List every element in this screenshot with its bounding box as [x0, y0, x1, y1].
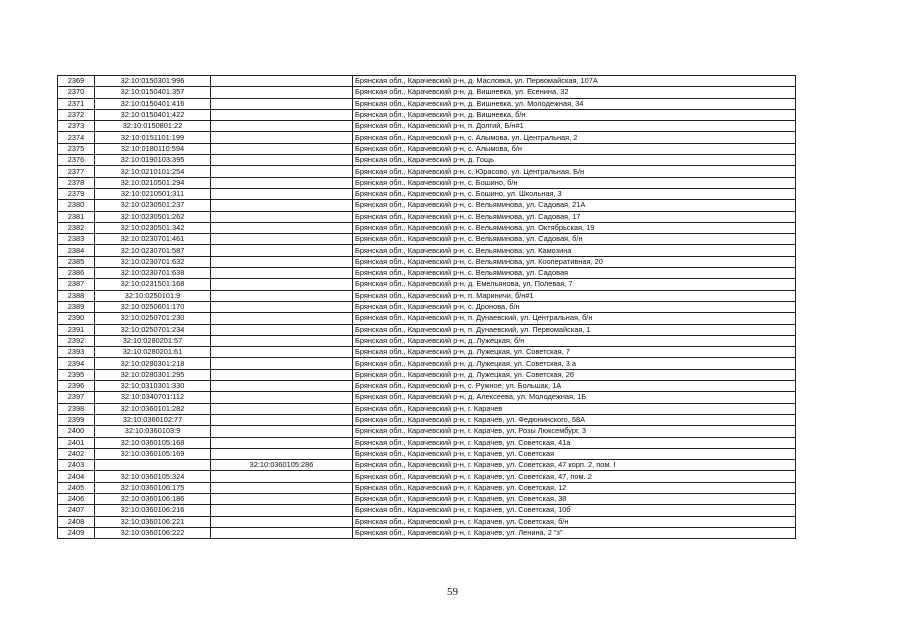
row-number-cell: 2401: [58, 437, 95, 448]
address-cell: Брянская обл., Карачевский р-н, с. Вельяминова, ул. Садовая, б/н: [353, 234, 796, 245]
cadastral-number-cell: 32:10:0151101:199: [95, 132, 211, 143]
cadastral-number-cell: 32:10:0210501:294: [95, 177, 211, 188]
table-row: [58, 245, 796, 256]
table-row: [58, 493, 796, 504]
address-cell: Брянская обл., Карачевский р-н, с. Вельяминова, ул. Октябрьская, 19: [353, 222, 796, 233]
row-number-cell: 2399: [58, 414, 95, 425]
table-row: [58, 256, 796, 267]
cadastral-number-cell: 32:10:0230701:587: [95, 245, 211, 256]
cadastral-number-cell: 32:10:0360105:168: [95, 437, 211, 448]
row-number-cell: 2397: [58, 392, 95, 403]
cadastral-number-cell: 32:10:0150401:422: [95, 109, 211, 120]
row-number-cell: 2405: [58, 482, 95, 493]
cadastral-number-cell: 32:10:0360106:221: [95, 516, 211, 527]
cadastral-number-alt-cell: [211, 414, 353, 425]
table-row: [58, 166, 796, 177]
cadastral-number-alt-cell: [211, 132, 353, 143]
table-row: [58, 437, 796, 448]
cadastral-number-alt-cell: [211, 87, 353, 98]
address-cell: Брянская обл., Карачевский р-н, д. Масловка, ул. Первомайская, 107А: [353, 76, 796, 87]
address-cell: Брянская обл., Карачевский р-н, с. Юрасово, ул. Центральная, Б/н: [353, 166, 796, 177]
table-row: [58, 403, 796, 414]
address-cell: Брянская обл., Карачевский р-н, г. Карачев, ул. Федюнинского, 58А: [353, 414, 796, 425]
table-row: [58, 234, 796, 245]
cadastral-number-cell: 32:10:0360103:9: [95, 426, 211, 437]
address-cell: Брянская обл., Карачевский р-н, с. Бошино, б/н: [353, 177, 796, 188]
row-number-cell: 2408: [58, 516, 95, 527]
row-number-cell: 2404: [58, 471, 95, 482]
cadastral-number-alt-cell: [211, 335, 353, 346]
table-row: [58, 98, 796, 109]
table-row: [58, 426, 796, 437]
cadastral-number-cell: 32:10:0280301:218: [95, 358, 211, 369]
cadastral-number-cell: 32:10:0230701:638: [95, 268, 211, 279]
cadastral-number-cell: 32:10:0360106:175: [95, 482, 211, 493]
cadastral-number-cell: 32:10:0280301:295: [95, 369, 211, 380]
cadastral-number-cell: 32:10:0150301:996: [95, 76, 211, 87]
table-row: [58, 516, 796, 527]
table-row: [58, 313, 796, 324]
cadastral-number-cell: 32:10:0231501:168: [95, 279, 211, 290]
cadastral-number-alt-cell: [211, 347, 353, 358]
row-number-cell: 2393: [58, 347, 95, 358]
cadastral-number-cell: 32:10:0360101:282: [95, 403, 211, 414]
table-row: [58, 268, 796, 279]
cadastral-number-alt-cell: [211, 177, 353, 188]
cadastral-number-alt-cell: [211, 527, 353, 538]
address-cell: Брянская обл., Карачевский р-н, г. Карачев: [353, 403, 796, 414]
address-cell: Брянская обл., Карачевский р-н, с. Вельяминова, ул. Кооперативная, 20: [353, 256, 796, 267]
cadastral-number-alt-cell: [211, 200, 353, 211]
table-row: [58, 460, 796, 471]
cadastral-number-cell: 32:10:0150801:22: [95, 121, 211, 132]
table-row: [58, 279, 796, 290]
row-number-cell: 2376: [58, 155, 95, 166]
table-row: [58, 76, 796, 87]
cadastral-number-cell: 32:10:0250601:170: [95, 301, 211, 312]
address-cell: Брянская обл., Карачевский р-н, с. Вельяминова, ул. Камозина: [353, 245, 796, 256]
cadastral-number-alt-cell: [211, 188, 353, 199]
address-cell: Брянская обл., Карачевский р-н, г. Карачев, ул. Советская, б/н: [353, 516, 796, 527]
cadastral-number-cell: 32:10:0250101:9: [95, 290, 211, 301]
cadastral-number-alt-cell: [211, 381, 353, 392]
cadastral-number-alt-cell: [211, 313, 353, 324]
cadastral-number-alt-cell: [211, 403, 353, 414]
row-number-cell: 2391: [58, 324, 95, 335]
address-cell: Брянская обл., Карачевский р-н, г. Карачев, ул. Советская, 47 корп. 2, пом. I: [353, 460, 796, 471]
row-number-cell: 2374: [58, 132, 95, 143]
cadastral-number-alt-cell: [211, 234, 353, 245]
table-row: [58, 369, 796, 380]
address-cell: Брянская обл., Карачевский р-н, с. Алымова, ул. Центральная, 2: [353, 132, 796, 143]
address-cell: Брянская обл., Карачевский р-н, г. Карачев, ул. Советская, 10б: [353, 505, 796, 516]
registry-table-body: [58, 76, 796, 539]
cadastral-number-alt-cell: [211, 268, 353, 279]
row-number-cell: 2387: [58, 279, 95, 290]
table-row: [58, 471, 796, 482]
table-row: [58, 448, 796, 459]
cadastral-number-alt-cell: [211, 166, 353, 177]
table-row: [58, 347, 796, 358]
address-cell: Брянская обл., Карачевский р-н, п. Дунаевский, ул. Центральная, б/н: [353, 313, 796, 324]
address-cell: Брянская обл., Карачевский р-н, с. Вельяминова, ул. Садовая, 21А: [353, 200, 796, 211]
cadastral-number-alt-cell: [211, 426, 353, 437]
cadastral-number-cell: 32:10:0180110:594: [95, 143, 211, 154]
cadastral-number-alt-cell: [211, 392, 353, 403]
cadastral-number-alt-cell: [211, 516, 353, 527]
row-number-cell: 2394: [58, 358, 95, 369]
cadastral-number-alt-cell: 32:10:0360105:286: [211, 460, 353, 471]
cadastral-number-alt-cell: [211, 493, 353, 504]
table-row: [58, 155, 796, 166]
table-row: [58, 222, 796, 233]
address-cell: Брянская обл., Карачевский р-н, г. Карачев, ул. Советская, 12: [353, 482, 796, 493]
address-cell: Брянская обл., Карачевский р-н, г. Карачев, ул. Советская, 41а: [353, 437, 796, 448]
cadastral-number-cell: 32:10:0230501:342: [95, 222, 211, 233]
table-row: [58, 132, 796, 143]
address-cell: Брянская обл., Карачевский р-н, п. Дунаевский, ул. Первомайская, 1: [353, 324, 796, 335]
cadastral-number-alt-cell: [211, 358, 353, 369]
cadastral-number-cell: 32:10:0150401:416: [95, 98, 211, 109]
address-cell: Брянская обл., Карачевский р-н, с. Алымова, б/н: [353, 143, 796, 154]
table-row: [58, 482, 796, 493]
cadastral-number-cell: 32:10:0250701:230: [95, 313, 211, 324]
row-number-cell: 2382: [58, 222, 95, 233]
table-row: [58, 200, 796, 211]
cadastral-number-cell: 32:10:0310301:330: [95, 381, 211, 392]
table-row: [58, 527, 796, 538]
table-row: [58, 324, 796, 335]
table-row: [58, 301, 796, 312]
table-row: [58, 109, 796, 120]
cadastral-number-cell: 32:10:0230501:262: [95, 211, 211, 222]
cadastral-number-alt-cell: [211, 256, 353, 267]
address-cell: Брянская обл., Карачевский р-н, г. Карачев, ул. Советская, 47, пом. 2: [353, 471, 796, 482]
row-number-cell: 2386: [58, 268, 95, 279]
cadastral-number-alt-cell: [211, 222, 353, 233]
row-number-cell: 2406: [58, 493, 95, 504]
cadastral-number-cell: 32:10:0360102:77: [95, 414, 211, 425]
cadastral-number-alt-cell: [211, 505, 353, 516]
row-number-cell: 2392: [58, 335, 95, 346]
address-cell: Брянская обл., Карачевский р-н, д. Вишневка, ул. Молодежная, 34: [353, 98, 796, 109]
table-row: [58, 290, 796, 301]
table-row: [58, 177, 796, 188]
row-number-cell: 2371: [58, 98, 95, 109]
cadastral-number-cell: 32:10:0340701:112: [95, 392, 211, 403]
address-cell: Брянская обл., Карачевский р-н, с. Вельяминова, ул. Садовая, 17: [353, 211, 796, 222]
row-number-cell: 2369: [58, 76, 95, 87]
row-number-cell: 2384: [58, 245, 95, 256]
address-cell: Брянская обл., Карачевский р-н, с. Дронова, б/н: [353, 301, 796, 312]
cadastral-number-alt-cell: [211, 155, 353, 166]
table-row: [58, 414, 796, 425]
cadastral-number-cell: 32:10:0280201:61: [95, 347, 211, 358]
address-cell: Брянская обл., Карачевский р-н, д. Емельянова, ул. Полевая, 7: [353, 279, 796, 290]
cadastral-number-alt-cell: [211, 324, 353, 335]
cadastral-number-alt-cell: [211, 98, 353, 109]
cadastral-number-alt-cell: [211, 290, 353, 301]
cadastral-number-cell: 32:10:0190103:395: [95, 155, 211, 166]
table-row: [58, 211, 796, 222]
row-number-cell: 2396: [58, 381, 95, 392]
row-number-cell: 2378: [58, 177, 95, 188]
row-number-cell: 2407: [58, 505, 95, 516]
cadastral-number-alt-cell: [211, 482, 353, 493]
address-cell: Брянская обл., Карачевский р-н, г. Карачев, ул. Ленина, 2 "з": [353, 527, 796, 538]
cadastral-number-cell: 32:10:0210101:254: [95, 166, 211, 177]
row-number-cell: 2381: [58, 211, 95, 222]
table-row: [58, 505, 796, 516]
address-cell: Брянская обл., Карачевский р-н, д. Лужецкая, б/н: [353, 335, 796, 346]
row-number-cell: 2379: [58, 188, 95, 199]
address-cell: Брянская обл., Карачевский р-н, д. Лужецкая, ул. Советская, 3 а: [353, 358, 796, 369]
cadastral-number-cell: 32:10:0360106:222: [95, 527, 211, 538]
page-number: 59: [447, 586, 458, 598]
row-number-cell: 2370: [58, 87, 95, 98]
cadastral-number-cell: 32:10:0250701:234: [95, 324, 211, 335]
cadastral-number-cell: 32:10:0360106:216: [95, 505, 211, 516]
cadastral-number-cell: 32:10:0360106:186: [95, 493, 211, 504]
cadastral-number-alt-cell: [211, 448, 353, 459]
cadastral-number-alt-cell: [211, 279, 353, 290]
table-row: [58, 358, 796, 369]
cadastral-number-alt-cell: [211, 121, 353, 132]
address-cell: Брянская обл., Карачевский р-н, д. Лужецкая, ул. Советская, 7: [353, 347, 796, 358]
address-cell: Брянская обл., Карачевский р-н, г. Карачев, ул. Розы Люксембург, 3: [353, 426, 796, 437]
row-number-cell: 2388: [58, 290, 95, 301]
row-number-cell: 2403: [58, 460, 95, 471]
address-cell: Брянская обл., Карачевский р-н, г. Карачев, ул. Советская, 38: [353, 493, 796, 504]
table-row: [58, 143, 796, 154]
cadastral-number-cell: 32:10:0150401:357: [95, 87, 211, 98]
cadastral-number-alt-cell: [211, 211, 353, 222]
cadastral-number-cell: 32:10:0210501:311: [95, 188, 211, 199]
cadastral-number-alt-cell: [211, 76, 353, 87]
cadastral-number-cell: 32:10:0360105:169: [95, 448, 211, 459]
table-row: [58, 188, 796, 199]
cadastral-number-alt-cell: [211, 143, 353, 154]
address-cell: Брянская обл., Карачевский р-н, с. Вельяминова, ул. Садовая: [353, 268, 796, 279]
table-row: [58, 335, 796, 346]
table-row: [58, 381, 796, 392]
row-number-cell: 2409: [58, 527, 95, 538]
row-number-cell: 2400: [58, 426, 95, 437]
cadastral-number-cell: 32:10:0360105:324: [95, 471, 211, 482]
row-number-cell: 2372: [58, 109, 95, 120]
row-number-cell: 2373: [58, 121, 95, 132]
cadastral-number-cell: 32:10:0280201:57: [95, 335, 211, 346]
row-number-cell: 2395: [58, 369, 95, 380]
row-number-cell: 2402: [58, 448, 95, 459]
cadastral-number-alt-cell: [211, 245, 353, 256]
row-number-cell: 2398: [58, 403, 95, 414]
registry-table: [57, 75, 796, 539]
table-row: [58, 392, 796, 403]
address-cell: Брянская обл., Карачевский р-н, д. Вишневка, б/н: [353, 109, 796, 120]
cadastral-number-alt-cell: [211, 437, 353, 448]
cadastral-number-cell: 32:10:0230501:237: [95, 200, 211, 211]
cadastral-number-cell: 32:10:0230701:461: [95, 234, 211, 245]
address-cell: Брянская обл., Карачевский р-н, д. Алексеева, ул. Молодежная, 1Б: [353, 392, 796, 403]
cadastral-number-alt-cell: [211, 369, 353, 380]
address-cell: Брянская обл., Карачевский р-н, с. Бошино, ул. Школьная, 3: [353, 188, 796, 199]
cadastral-number-alt-cell: [211, 301, 353, 312]
address-cell: Брянская обл., Карачевский р-н, с. Ружное, ул. Большак, 1А: [353, 381, 796, 392]
cadastral-number-cell: 32:10:0230701:632: [95, 256, 211, 267]
cadastral-number-alt-cell: [211, 109, 353, 120]
row-number-cell: 2377: [58, 166, 95, 177]
cadastral-number-cell: [95, 460, 211, 471]
row-number-cell: 2375: [58, 143, 95, 154]
address-cell: Брянская обл., Карачевский р-н, п. Долгий, Б/н#1: [353, 121, 796, 132]
address-cell: Брянская обл., Карачевский р-н, д. Гощь: [353, 155, 796, 166]
row-number-cell: 2385: [58, 256, 95, 267]
row-number-cell: 2390: [58, 313, 95, 324]
address-cell: Брянская обл., Карачевский р-н, д. Вишневка, ул. Есенина, 32: [353, 87, 796, 98]
address-cell: Брянская обл., Карачевский р-н, п. Мариничи, б/н#1: [353, 290, 796, 301]
address-cell: Брянская обл., Карачевский р-н, д. Лужецкая, ул. Советская, 26: [353, 369, 796, 380]
row-number-cell: 2380: [58, 200, 95, 211]
table-row: [58, 87, 796, 98]
address-cell: Брянская обл., Карачевский р-н, г. Карачев, ул. Советская: [353, 448, 796, 459]
row-number-cell: 2389: [58, 301, 95, 312]
table-row: [58, 121, 796, 132]
row-number-cell: 2383: [58, 234, 95, 245]
cadastral-number-alt-cell: [211, 471, 353, 482]
